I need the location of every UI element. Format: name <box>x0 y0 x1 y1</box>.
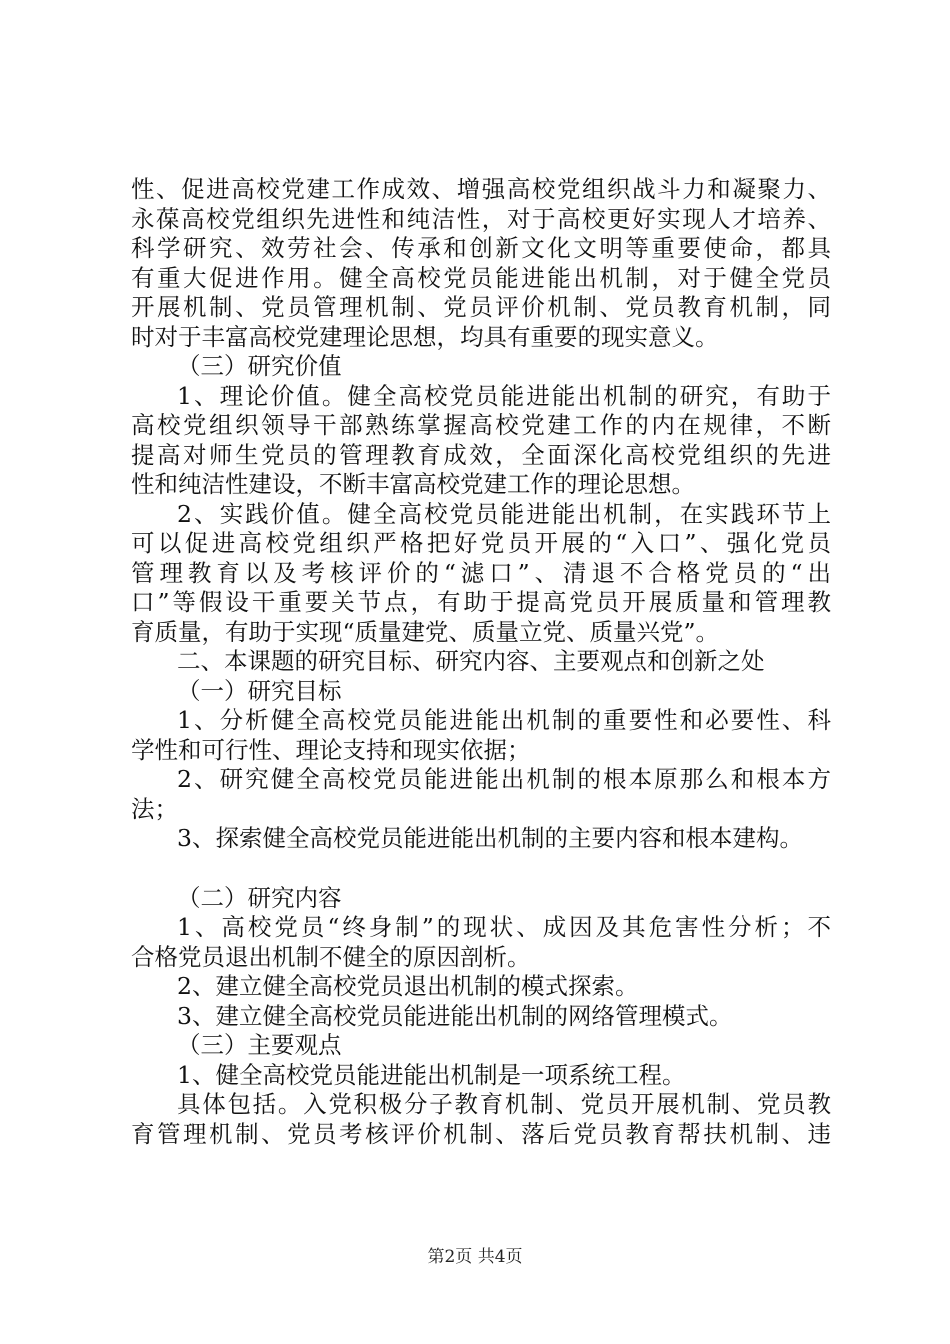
section-heading: （三）主要观点 <box>177 1031 342 1059</box>
paragraph-line: 管理教育以及考核评价的“滤口”、清退不合格党员的“出 <box>131 558 831 587</box>
paragraph-line: 2、建立健全高校党员退出机制的模式探索。 <box>177 972 639 1000</box>
section-heading: （三）研究价值 <box>177 352 342 380</box>
paragraph-line: 口”等假设干重要关节点，有助于提高党员开展质量和管理教 <box>131 588 831 616</box>
paragraph-line: 育质量，有助于实现“质量建党、质量立党、质量兴党”。 <box>131 617 720 646</box>
paragraph-line: 学性和可行性、理论支持和现实依据； <box>131 735 531 764</box>
document-body <box>131 175 831 1149</box>
paragraph-line: 合格党员退出机制不健全的原因剖析。 <box>131 942 531 971</box>
paragraph-line: 性和纯洁性建设，不断丰富高校党建工作的理论思想。 <box>131 470 695 498</box>
paragraph-line: 1、分析健全高校党员能进能出机制的重要性和必要性、科 <box>177 706 831 734</box>
paragraph-line: 3、探索健全高校党员能进能出机制的主要内容和根本建构。 <box>177 824 803 852</box>
paragraph-line: 法； <box>131 794 178 823</box>
section-heading: （二）研究内容 <box>177 883 342 912</box>
page-footer: 第2页 共4页 <box>427 1247 523 1267</box>
paragraph-line: 开展机制、党员管理机制、党员评价机制、党员教育机制，同 <box>131 293 831 321</box>
paragraph-line: 科学研究、效劳社会、传承和创新文化文明等重要使命，都具 <box>131 234 831 262</box>
paragraph-line: 永葆高校党组织先进性和纯洁性，对于高校更好实现人才培养、 <box>131 204 831 233</box>
paragraph-line: 具体包括。入党积极分子教育机制、党员开展机制、党员教 <box>177 1090 831 1118</box>
paragraph-line: 有重大促进作用。健全高校党员能进能出机制，对于健全党员 <box>131 263 831 292</box>
paragraph-gap <box>131 854 831 884</box>
paragraph-line: 性、促进高校党建工作成效、增强高校党组织战斗力和凝聚力、 <box>131 175 831 203</box>
section-heading: 二、本课题的研究目标、研究内容、主要观点和创新之处 <box>177 647 765 675</box>
paragraph-line: 2、研究健全高校党员能进能出机制的根本原那么和根本方 <box>177 765 831 793</box>
paragraph-line: 高校党组织领导干部熟练掌握高校党建工作的内在规律，不断 <box>131 411 831 439</box>
paragraph-line: 1、理论价值。健全高校党员能进能出机制的研究，有助于 <box>177 381 831 410</box>
section-heading: （一）研究目标 <box>177 676 342 705</box>
paragraph-line: 1、高校党员“终身制”的现状、成因及其危害性分析；不 <box>177 913 831 941</box>
paragraph-line: 可以促进高校党组织严格把好党员开展的“入口”、强化党员 <box>131 529 831 557</box>
paragraph-line: 2、实践价值。健全高校党员能进能出机制，在实践环节上 <box>177 499 831 528</box>
paragraph-line: 时对于丰富高校党建理论思想，均具有重要的现实意义。 <box>131 322 719 351</box>
paragraph-line: 3、建立健全高校党员能进能出机制的网络管理模式。 <box>177 1001 733 1030</box>
paragraph-line: 提高对师生党员的管理教育成效，全面深化高校党组织的先进 <box>131 440 831 469</box>
paragraph-line: 1、健全高校党员能进能出机制是一项系统工程。 <box>177 1060 686 1089</box>
paragraph-line: 育管理机制、党员考核评价机制、落后党员教育帮扶机制、违 <box>131 1119 831 1148</box>
